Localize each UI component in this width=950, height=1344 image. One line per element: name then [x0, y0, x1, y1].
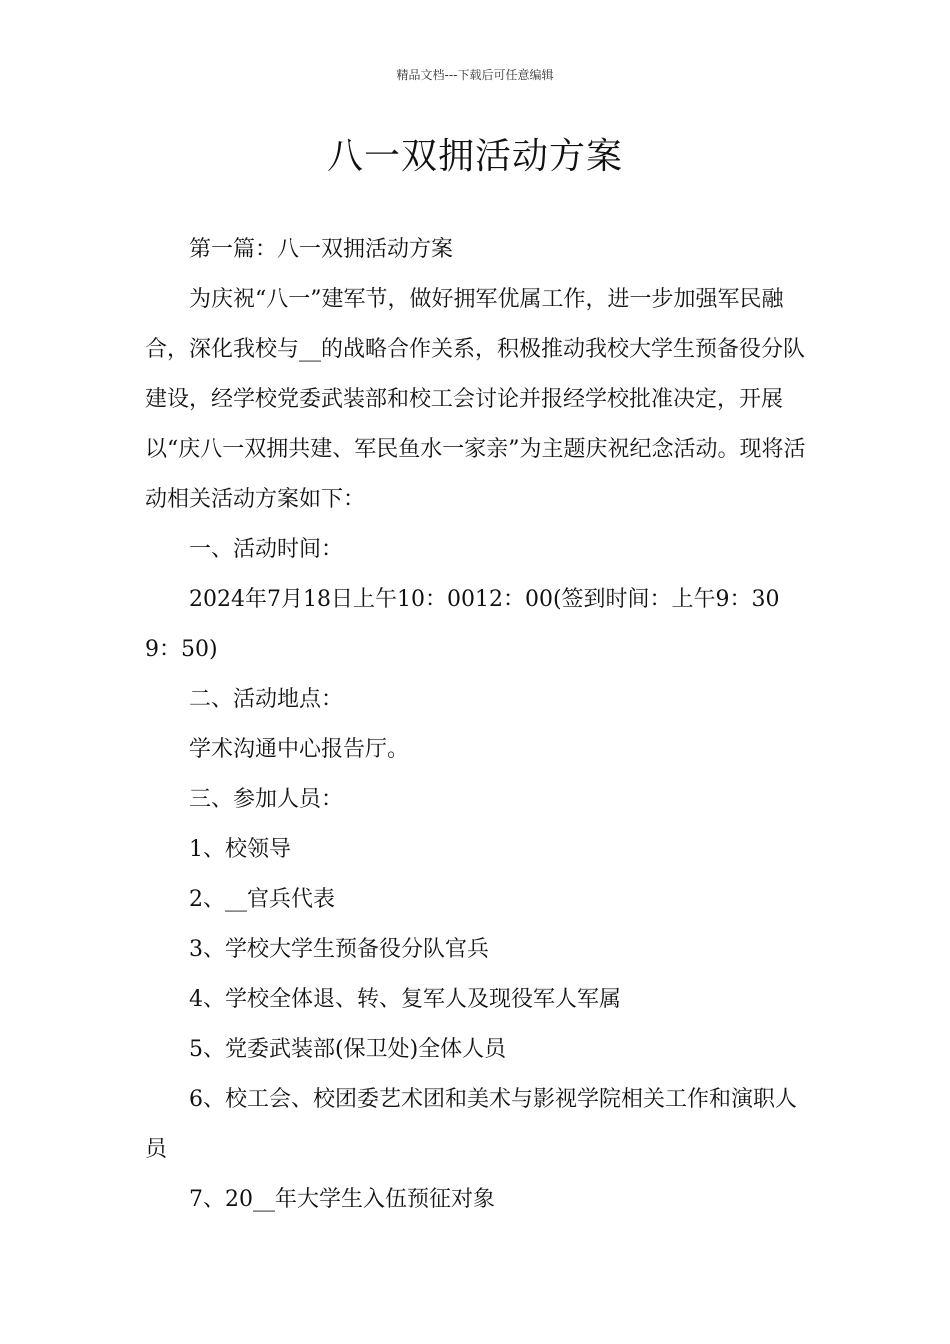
paragraph-time-detail: 2024年7月18日上午10：0012：00(签到时间：上午9：309：50): [145, 587, 780, 662]
list-item: 4、学校全体退、转、复军人及现役军人军属: [189, 987, 621, 1012]
list-item: 1、校领导: [189, 837, 291, 862]
paragraph-time-heading: 一、活动时间：: [189, 537, 344, 562]
paragraph-intro: 为庆祝“八一”建军节，做好拥军优属工作，进一步加强军民融合，深化我校与__的战略合作关系，积极推动我校大学生预备役分队建设，经学校党委武装部和校工会讨论并报经学校批准决定，开展以“庆八一双拥共建、军民鱼水一家亲”为主题庆祝纪念活动。现将活动相关活动方案如下：: [145, 287, 806, 512]
paragraph-location-heading: 二、活动地点：: [189, 687, 344, 712]
paragraph-participants-heading: 三、参加人员：: [189, 787, 344, 812]
paragraph-section-heading: 第一篇：八一双拥活动方案: [189, 237, 454, 262]
list-item: 2、__官兵代表: [189, 887, 335, 912]
document-title: 八一双拥活动方案: [326, 136, 623, 177]
list-item: 5、党委武装部(保卫处)全体人员: [189, 1037, 507, 1062]
list-item: 6、校工会、校团委艺术团和美术与影视学院相关工作和演职人员: [145, 1087, 797, 1162]
list-item: 3、学校大学生预备役分队官兵: [189, 937, 489, 962]
list-item: 7、20__年大学生入伍预征对象: [189, 1187, 495, 1212]
paragraph-location-detail: 学术沟通中心报告厅。: [189, 737, 410, 762]
document-body: [145, 225, 810, 1225]
page-header-note: 精品文档---下载后可任意编辑: [396, 68, 554, 82]
